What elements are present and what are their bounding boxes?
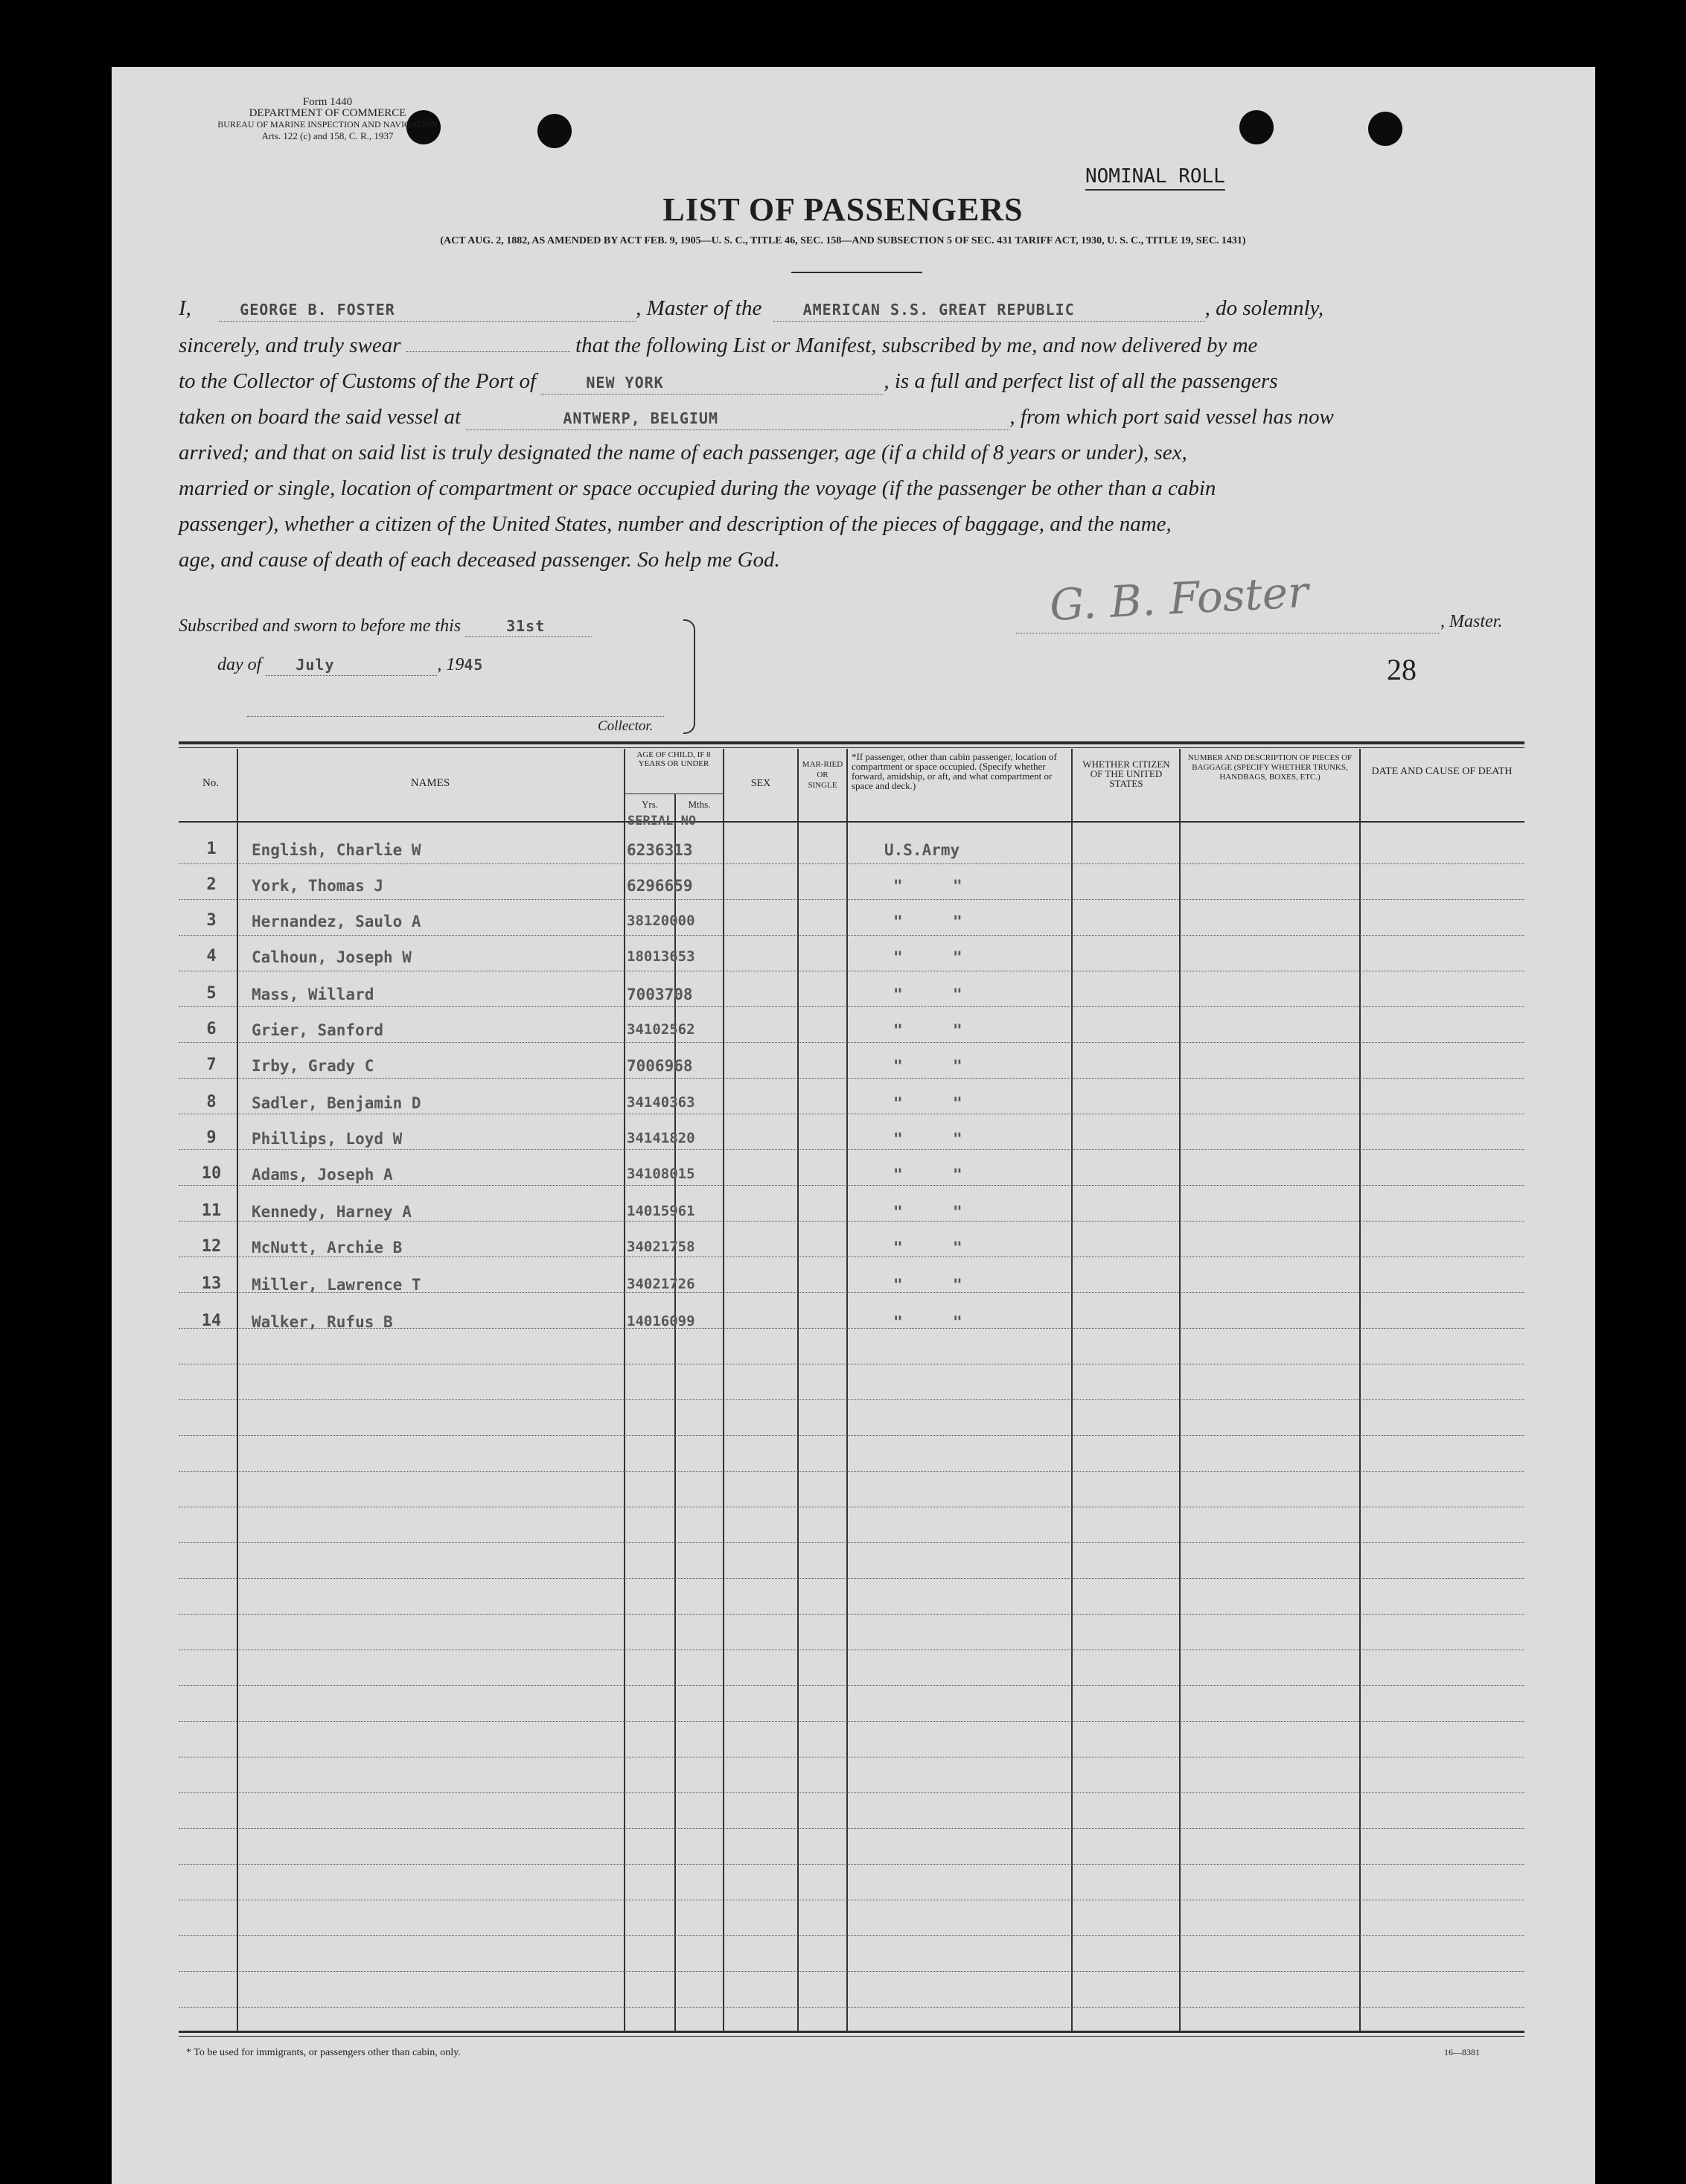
row-number: 13 [201, 1274, 222, 1293]
row-number: 10 [201, 1164, 222, 1183]
port-field [541, 369, 884, 395]
footnote: * To be used for immigrants, or passengers other than cabin, only. [186, 2047, 461, 2058]
oath-master-of: , Master of the [636, 296, 762, 320]
row-number: 5 [206, 984, 217, 1003]
header-yrs: Yrs. [641, 799, 659, 810]
serial-number: 38120000 [627, 913, 695, 929]
compartment-remark: " [893, 1021, 903, 1039]
title-divider [791, 272, 922, 273]
passenger-name: Calhoun, Joseph W [252, 948, 412, 966]
swear-blank [406, 351, 570, 352]
passenger-name: Phillips, Loyd W [252, 1130, 403, 1148]
header-mths: Mths. [688, 799, 711, 810]
oath-line-2 [179, 333, 1257, 358]
passenger-name: Walker, Rufus B [252, 1313, 393, 1331]
passenger-name: McNutt, Archie B [252, 1239, 403, 1257]
oath-line-1 [179, 296, 1323, 322]
serial-number: 7006968 [627, 1057, 693, 1075]
oath-i: I, [179, 296, 191, 320]
passenger-name: Hernandez, Saulo A [252, 913, 421, 930]
header-citizen: WHETHER CITIZEN OF THE UNITED STATES [1082, 759, 1170, 789]
compartment-remark: " [893, 1094, 903, 1112]
header-age: AGE OF CHILD, IF 8 YEARS OR UNDER [636, 750, 711, 768]
print-code: 16—8381 [1444, 2047, 1480, 2057]
collector-sign-line [247, 716, 664, 717]
compartment-remark: " [893, 913, 903, 930]
compartment-remark: " [893, 1239, 903, 1257]
column-line [846, 749, 848, 2031]
compartment-ditto: " [953, 1166, 962, 1184]
row-number: 6 [206, 1020, 217, 1038]
header-baggage: NUMBER AND DESCRIPTION OF PIECES OF BAGGAGE (SPECIFY WHETHER TRUNKS, HANDBAGS, BOXES, ETC.) [1187, 753, 1353, 782]
column-line [1359, 749, 1361, 2031]
compartment-ditto: " [953, 877, 962, 895]
passenger-name: Kennedy, Harney A [252, 1203, 412, 1221]
compartment-ditto: " [953, 986, 962, 1003]
master-label: , Master. [1440, 612, 1503, 631]
compartment-remark: " [893, 1313, 903, 1331]
column-line [624, 749, 625, 2031]
column-line [1179, 749, 1181, 2031]
sworn-line-1 [179, 616, 592, 637]
compartment-ditto: " [953, 1276, 962, 1294]
table-bottom-rule-thin [179, 2036, 1524, 2037]
compartment-ditto: " [953, 1021, 962, 1039]
header-names: NAMES [410, 777, 450, 789]
passenger-name: Grier, Sanford [252, 1021, 384, 1039]
serial-number: 14016099 [627, 1313, 695, 1329]
oath-full-list: , is a full and perfect list of all the passengers [884, 369, 1278, 393]
sworn-day-of: day of [217, 655, 262, 674]
compartment-remark: " [893, 948, 903, 966]
compartment-remark: U.S.Army [884, 841, 960, 859]
header-no: No. [202, 777, 220, 789]
compartment-ditto: " [953, 1057, 962, 1075]
passenger-name: English, Charlie W [252, 841, 421, 859]
form-number: Form 1440 [302, 96, 353, 108]
passenger-name: Miller, Lawrence T [252, 1276, 421, 1294]
sworn-line-2 [217, 655, 483, 676]
oath-manifest-text: that the following List or Manifest, subscribed by me, and now delivered by me [575, 333, 1258, 357]
table-top-rule [179, 741, 1524, 744]
oath-line-6: married or single, location of compartment or space occupied during the voyage (if the passenger be other than a cabin [179, 476, 1216, 500]
row-number: 3 [206, 911, 217, 930]
compartment-remark: " [893, 877, 903, 895]
passenger-name: Adams, Joseph A [252, 1166, 393, 1184]
column-line [797, 749, 799, 2031]
serial-number: 34021758 [627, 1239, 695, 1255]
row-number: 4 [206, 947, 217, 965]
serial-header: SERIAL NO [628, 814, 697, 828]
row-number: 12 [201, 1237, 222, 1256]
table-bottom-rule [179, 2031, 1524, 2033]
compartment-ditto: " [953, 1239, 962, 1257]
column-line [1071, 749, 1073, 2031]
header-married: MAR-RIED OR SINGLE [802, 760, 843, 790]
compartment-ditto: " [953, 1203, 962, 1221]
embark-port-field [466, 405, 1009, 430]
row-number: 1 [206, 840, 217, 858]
compartment-ditto: " [953, 1313, 962, 1331]
oath-line-3 [179, 369, 1278, 395]
table-top-rule-thin [179, 747, 1524, 748]
serial-number: 34102562 [627, 1021, 695, 1038]
row-number: 8 [206, 1093, 217, 1111]
oath-line-4 [179, 405, 1334, 430]
oath-line-7: passenger), whether a citizen of the United States, number and description of the pieces of baggage, and the name, [179, 512, 1172, 536]
serial-number: 6236313 [627, 841, 693, 859]
sworn-day: 31st [506, 617, 546, 635]
oath-collector-port: to the Collector of Customs of the Port of [179, 369, 537, 393]
serial-number: 7003708 [627, 986, 693, 1003]
serial-number: 14015961 [627, 1203, 695, 1219]
master-name: GEORGE B. FOSTER [240, 301, 395, 319]
serial-number: 34141820 [627, 1130, 695, 1146]
oath-line-5: arrived; and that on said list is truly designated the name of each passenger, age (if a child of 8 years or under), sex, [179, 441, 1187, 464]
compartment-remark: " [893, 986, 903, 1003]
sworn-year-prefix: , 19 [437, 655, 464, 674]
compartment-remark: " [893, 1057, 903, 1075]
passenger-name: Sadler, Benjamin D [252, 1094, 421, 1112]
compartment-remark: " [893, 1166, 903, 1184]
articles: Arts. 122 (c) and 158, C. R., 1937 [261, 130, 394, 141]
serial-number: 34108015 [627, 1166, 695, 1182]
seal-bracket [683, 619, 695, 734]
vessel-field [773, 296, 1205, 322]
column-line [237, 749, 238, 2031]
department: DEPARTMENT OF COMMERCE [249, 107, 406, 119]
document-title: LIST OF PASSENGERS [662, 191, 1024, 228]
passenger-name: Irby, Grady C [252, 1057, 374, 1075]
serial-number: 34140363 [627, 1094, 695, 1111]
sworn-month-field [266, 655, 437, 676]
compartment-ditto: " [953, 1094, 962, 1112]
oath-swear: sincerely, and truly swear [179, 333, 401, 357]
nominal-roll-label: NOMINAL ROLL [1085, 165, 1225, 191]
header-death: DATE AND CAUSE OF DEATH [1371, 766, 1513, 777]
passenger-name: Mass, Willard [252, 986, 374, 1003]
sworn-day-field [465, 616, 592, 637]
master-name-field [219, 296, 636, 322]
oath-line-8: age, and cause of death of each deceased passenger. So help me God. [179, 548, 780, 572]
punch-hole [1368, 112, 1402, 146]
oath-do-solemnly: , do solemnly, [1204, 296, 1324, 320]
form-header [179, 97, 476, 141]
embark-port: ANTWERP, BELGIUM [563, 409, 718, 427]
compartment-remark: " [893, 1276, 903, 1294]
collector-label: Collector. [598, 718, 654, 734]
page-number: 28 [1387, 653, 1417, 686]
compartment-remark: " [893, 1130, 903, 1148]
sworn-month: July [296, 656, 335, 674]
row-number: 9 [206, 1128, 217, 1147]
passenger-name: York, Thomas J [252, 877, 384, 895]
header-sex: SEX [750, 778, 771, 789]
punch-hole [1239, 110, 1274, 144]
act-reference: (ACT AUG. 2, 1882, AS AMENDED BY ACT FEB. 9, 1905—U. S. C., TITLE 46, SEC. 158—AND SUBSECTION 5 OF SEC. 431 TARIFF ACT, 1930, U. S. C., TITLE 19, SEC. 1431) [440, 235, 1246, 246]
compartment-remark: " [893, 1203, 903, 1221]
oath-from-port: , from which port said vessel has now [1009, 405, 1334, 429]
row-number: 11 [201, 1201, 222, 1220]
sworn-year: 45 [464, 656, 484, 674]
column-line [674, 794, 676, 2031]
serial-number: 18013653 [627, 948, 695, 965]
serial-number: 34021726 [627, 1276, 695, 1292]
port-name: NEW YORK [586, 374, 664, 392]
row-number: 7 [206, 1056, 217, 1074]
compartment-ditto: " [953, 913, 962, 930]
row-number: 2 [206, 875, 217, 894]
header-compartment: *If passenger, other than cabin passenger, location of compartment or space occupied. (Specify whether forward, amidship, or aft, and what compartment or space and deck.) [852, 751, 1057, 791]
compartment-ditto: " [953, 948, 962, 966]
column-line [723, 749, 724, 2031]
compartment-ditto: " [953, 1130, 962, 1148]
row-number: 14 [201, 1312, 222, 1330]
bureau: BUREAU OF MARINE INSPECTION AND NAVIGATION [217, 119, 438, 130]
sworn-text: Subscribed and sworn to before me this [179, 616, 462, 636]
header-bottom-rule [179, 821, 1524, 823]
master-signature: G. B. Foster [1048, 566, 1310, 631]
serial-number: 6296659 [627, 877, 693, 895]
vessel-name: AMERICAN S.S. GREAT REPUBLIC [802, 301, 1075, 319]
punch-hole [537, 114, 572, 148]
oath-taken-on-board: taken on board the said vessel at [179, 405, 462, 429]
